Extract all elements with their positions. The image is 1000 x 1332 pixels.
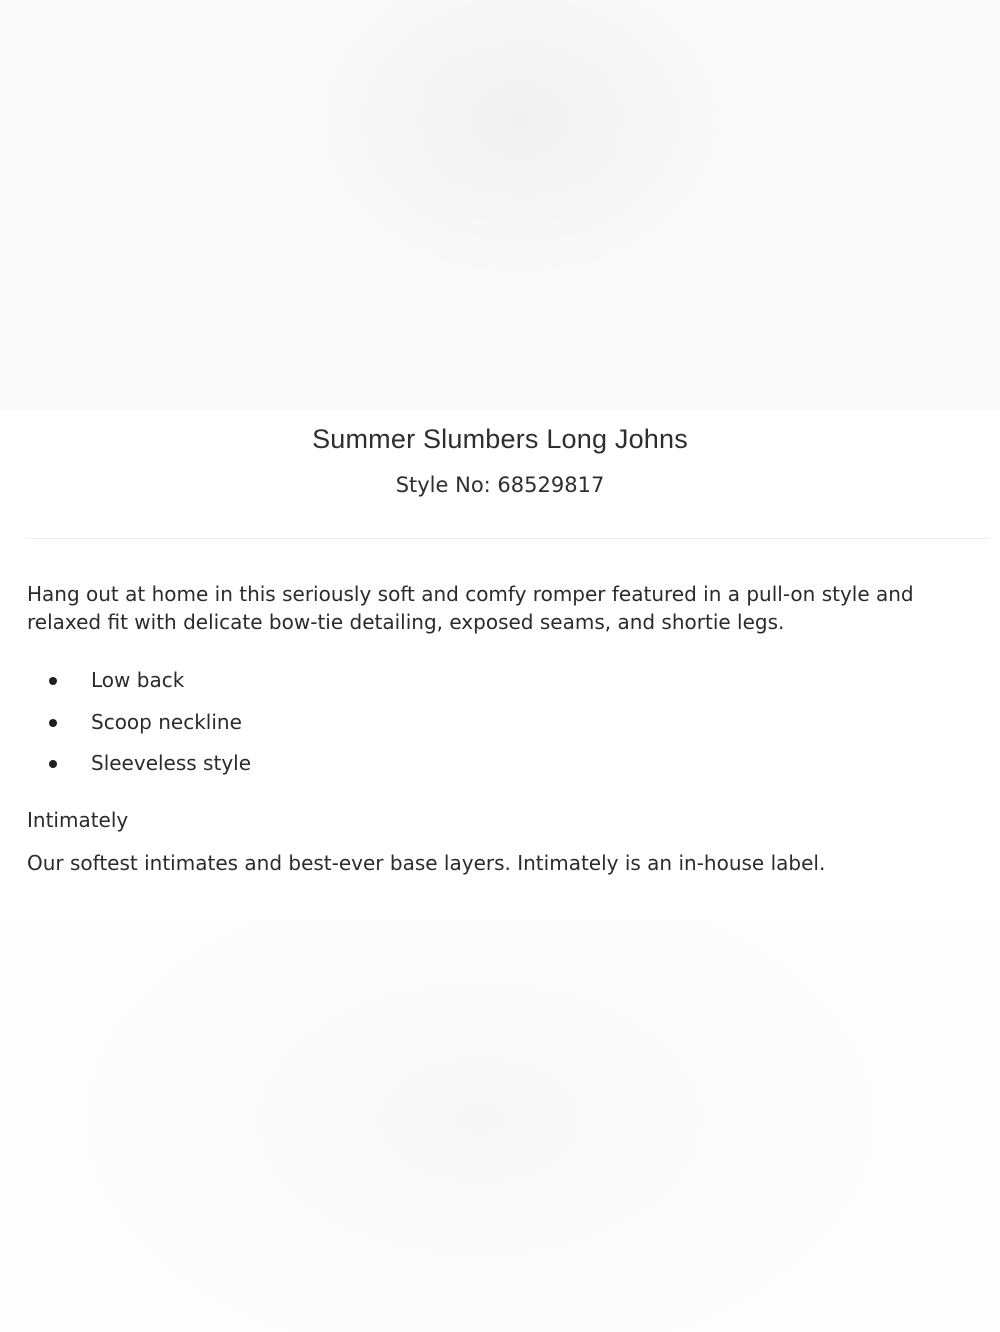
brand-description: Our softest intimates and best-ever base layers. Intimately is an in-house label. [27,851,826,875]
feature-label: Scoop neckline [91,709,242,734]
bullet-icon [49,677,57,685]
product-description: Hang out at home in this seriously soft and comfy romper featured in a pull-on style and relaxed fit with delicate bow-tie detailing, exposed seams, and shortie legs. [27,582,914,634]
divider [27,538,990,539]
feature-list [27,662,927,787]
product-image-top [0,0,1000,410]
feature-label: Sleeveless style [91,751,252,775]
feature-item [27,745,927,787]
feature-item [27,704,927,746]
feature-label: Low back [91,668,185,692]
bullet-icon [49,760,57,768]
product-title: Summer Slumbers Long Johns [312,424,688,454]
product-image-bottom [0,920,1000,1332]
brand-name: Intimately [27,808,129,832]
product-details [0,410,1000,920]
style-number: Style No: 68529817 [395,473,605,497]
bullet-icon [49,719,57,727]
feature-item [27,662,927,704]
